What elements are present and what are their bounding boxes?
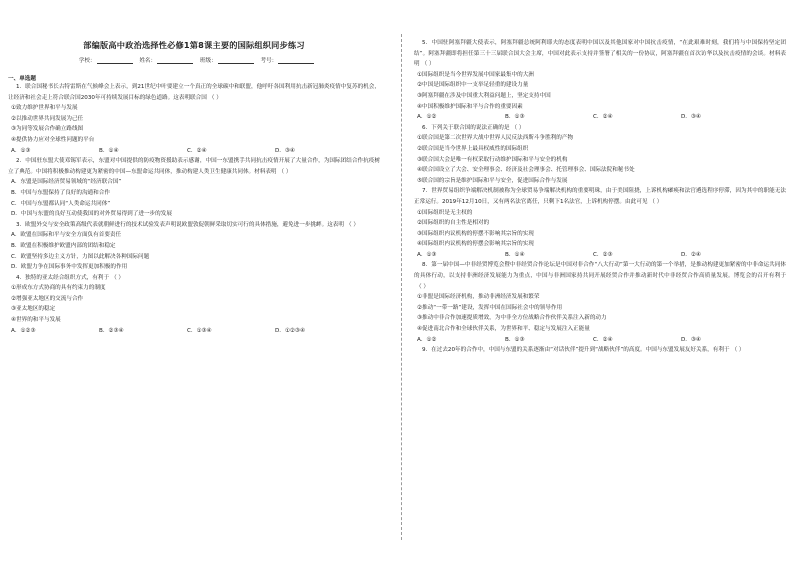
question-option: B．中国与东盟保持了良好的沟通和合作 [11,189,110,196]
answer-choice[interactable]: A．①③ [11,147,31,154]
field-blank-school[interactable] [97,63,133,64]
question-option: ②增强亚太地区的交流与合作 [11,295,84,302]
question-text: 8．第一届中国—中非经贸博览会暨中非经贸合作论坛是中国对非合作“八大行动”第一大行动的第一个举措，是推动构建更加紧密的中非命运共同体的具体行动，以支持非洲经济发展能力为重点，中国与非洲国家持共同开展经贸合作并推动新时代中非经贸合作高质量发展。博览会的召开有利于 [414,262,786,280]
field-blank-class[interactable] [218,63,254,64]
answer-choice[interactable]: C．②④ [187,147,207,154]
answer-choice[interactable]: C．①③④ [187,327,212,334]
question-stem [8,82,380,103]
question-block [414,186,786,260]
question-option: ②推动“一带一路”建设，发挥中国在国际社会中的领导作用 [417,304,563,311]
answer-choice[interactable]: C．②④ [593,336,613,343]
question-block [8,220,380,273]
answer-choices [8,146,380,157]
question-stem [8,156,380,177]
question-option: ④提供协力应对全球性问题的平台 [11,136,95,143]
question-option: ④国际组织内议机构的停摆会影响其宗旨的实现 [417,241,534,248]
answer-choices [414,250,786,261]
question-text: 7．世界贸易组织争端解决机制被称为全球贸易争端解决机构的重要明珠，由于美国阻挠，上诉机构瘫痪和法官遴选程序停滞，因为其中的职能无法正常运行。2019年12月10日，又有两名法官离任，只剩下1名法官，上诉机构停摆。由此可见 [414,188,786,205]
answer-choice[interactable]: B．①④ [99,147,119,154]
column-divider [401,34,402,540]
question-option: D．中国与东盟的良好互动使我国的对外贸易得到了进一步的发展 [11,211,172,218]
question-option: ③阿塞拜疆在涉及中国重大利益问题上，坚定支持中国 [417,92,551,99]
question-option: B．欧盟在积极维护欧盟内部的团结和稳定 [11,242,116,249]
question-text: 1．联合国秘书长古特雷斯在气候峰会上表示，到21世纪中叶要建立一个真正的全球碳中和联盟，他呼吁各国利用抗击新冠肺炎疫情中复苏的机会，让经济和社会走上符合联合国2030年可持续发展目标的绿色道路。这表明联合国 [8,84,380,101]
question-option: ④联合国设立了大会、安全理事会、经济及社会理事会、托管理事会、国际法院和秘书处 [417,167,635,174]
answer-choice[interactable]: A．①③ [417,251,437,258]
answer-choice[interactable]: C．②④ [593,114,613,121]
student-info-fields [8,56,380,64]
answer-choices [414,112,786,123]
question-option: ④中国积极维护国际和平与合作的重要因素 [417,103,523,110]
answer-paren: （ ） [416,283,429,290]
question-option: C．中国与东盟都认同“人类命运共同体” [11,200,111,207]
answer-choice[interactable]: B．②③④ [99,327,124,334]
question-block [8,273,380,337]
question-option: ③推动中非合作加速提质增效，为中非全方位战略合作伙伴关系注入新的动力 [417,315,607,322]
question-option: ②中国是国际组织中一支举足轻重的建设力量 [417,82,529,89]
question-text: 9．在过去20年的合作中，中国与东盟的关系逐渐由“对话伙伴”提升到“战略伙伴”的高度。中国与东盟发展友好关系，有利于 [422,347,730,354]
answer-choice[interactable]: D．③④ [275,147,295,154]
question-stem [8,220,380,231]
field-label-school: 学校： [78,58,96,64]
answer-paren: （ ） [731,347,745,354]
question-stem [414,186,786,207]
answer-choice[interactable]: A．①② [417,114,437,121]
answer-paren: （ ） [278,168,292,175]
question-block [414,123,786,187]
question-block [414,260,786,345]
left-column [8,0,380,562]
answer-choice[interactable]: B．①③ [505,114,525,121]
answer-paren: （ ） [208,94,222,101]
answer-choice[interactable]: B．①③ [505,336,525,343]
question-block [414,38,786,123]
question-option: ①国际组织是当今世界发展中国家最集中的大洲 [417,71,534,78]
answer-choice[interactable]: A．①② [417,336,437,343]
question-text: 5．中国驻阿塞拜疆大使表示，阿塞拜疆总统阿利耶夫的态度表明中国以及其他国家对中国抗击疫情，“在此艰难时刻，我们将与中国保持坚定团结”。阿塞拜疆即将担任第三十三届联合国大会主席，中国对此表示支持并签署了相关的一份协议，阿塞拜疆在首次访华以及抗击疫情的会谈。材料表明 [414,40,786,68]
question-option: ③为同等发展合作确立路线图 [11,126,84,133]
field-blank-number[interactable] [278,63,314,64]
left-question-list [8,82,380,336]
question-text: 4．独特的亚太经合组织方式，有利于 [16,274,110,281]
question-option: ②联合国是当今世界上最具权威性的国际组织 [417,145,529,152]
question-stem [414,123,786,134]
question-option: ③亚太地区的稳定 [11,306,56,313]
answer-choice[interactable]: C．②③ [593,251,613,258]
section-heading: 一、单选题 [8,76,36,82]
answer-paren: （ ） [421,61,435,68]
right-column [414,0,786,562]
question-option: A．东盟是国际经济贸易领域的“经济联合国” [11,179,122,186]
field-label-class: 班级： [199,58,217,64]
page-title: 部编版高中政治选择性必修1第8课主要的国际组织同步练习 [83,40,305,50]
question-block [8,156,380,220]
field-label-number: 考号： [260,58,278,64]
right-question-list [414,38,786,356]
answer-paren: （ ） [511,124,525,131]
question-option: ①联合国是第二次世界大战中世界人民反法西斯斗争胜利的产物 [417,135,574,142]
answer-choice[interactable]: D．②④ [681,251,701,258]
question-block [414,345,786,356]
answer-choice[interactable]: A．①②③ [11,327,36,334]
answer-choices [8,326,380,337]
question-option: ①形成东方式协商的具有约束力的制度 [11,285,106,292]
answer-choice[interactable]: D．③④ [681,336,701,343]
question-text: 2．中国驻东盟大使邓锡军表示，东盟对中国提供的防疫物资援助表示感谢，中国一东盟携手共同抗击疫情开展了大量合作，为国际团结合作抗疫树立了典范。中国将积极推动构建更为紧密的中国—东盟命运共同体，推动构建人类卫生健康共同体。材料表明 [8,158,380,175]
answer-choice[interactable]: D．①②③④ [275,327,305,334]
question-option: A．欧盟在国际和平与安全方面负有首要责任 [11,232,122,239]
answer-choice[interactable]: B．①④ [505,251,525,258]
question-stem [414,345,786,356]
question-option: ②国际组织的自主性是相对的 [417,220,490,227]
question-option: ③联合国大会是唯一有权采取行动维护国际和平与安全的机构 [417,156,568,163]
answer-paren: （ ） [649,198,663,205]
question-option: ③国际组织内议机构的停摆不影响其宗旨的实现 [417,230,534,237]
question-option: D．欧盟力争在国际事务中发挥更加积极的作用 [11,264,128,271]
question-option: ①致力维护世界和平与发展 [11,105,78,112]
question-stem [414,38,786,70]
question-text: 6．下列关于联合国的说法正确的是 [422,124,510,131]
field-blank-name[interactable] [157,63,193,64]
question-option: C．欧盟坚持多边主义方针，力图以此解决各种国际问题 [11,253,150,260]
answer-paren: （ ） [346,221,359,228]
question-option: ①非盟是国际经济机构，推动非洲经济发展和繁荣 [417,294,540,301]
question-option: ⑤联合国的宗旨是维护国际和平与安全，促进国际合作与发展 [417,177,568,184]
question-text: 3．欧盟外交与安全政策高级代表就朝鲜进行的技术试验发表声明说欧盟敦促朝鲜采取切实可行的具体措施，避免进一步挑衅。这表明 [16,221,344,228]
answer-choices [414,335,786,346]
question-stem [8,273,380,284]
answer-paren: （ ） [111,274,125,281]
question-block [8,82,380,156]
field-label-name: 姓名： [139,58,157,64]
question-stem [414,260,786,292]
answer-choice[interactable]: D．③④ [681,114,701,121]
question-option: ④促进南北合作和全球伙伴关系，为世界和平、稳定与发展注入正能量 [417,326,590,333]
question-option: ①国际组织是无主权的 [417,209,473,216]
question-option: ②以推动世界共同发展为己任 [11,115,84,122]
question-option: ④世界的和平与发展 [11,317,61,324]
